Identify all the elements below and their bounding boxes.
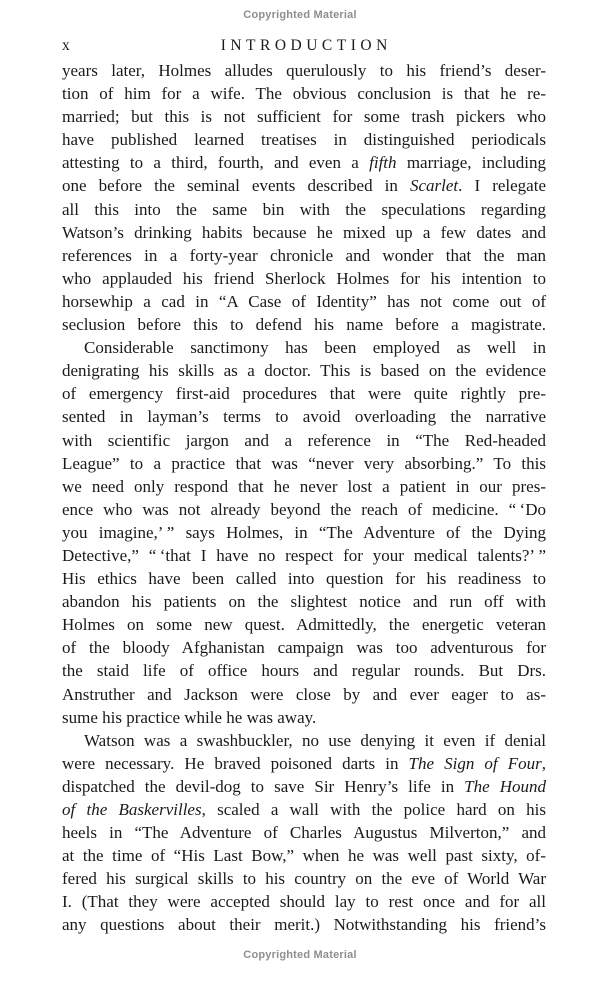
body-line: sented in layman’s terms to avoid overloading the narrative [62,407,546,427]
body-line: horsewhip a cad in “A Case of Identity” has not come out of [62,291,546,311]
body-line: were necessary. He braved poisoned darts in The Sign of Four, [62,753,546,773]
body-line: League” to a practice that was “never very absorbing.” To this [62,453,546,473]
body-line: one before the seminal events described in Scarlet. I relegate [62,176,546,196]
body-line: of the bloody Afghanistan campaign was too adventurous for [62,638,546,658]
body-line: you imagine,’ ” says Holmes, in “The Adventure of the Dying [62,522,546,542]
body-line: of the Baskervilles, scaled a wall with the police hard on his [62,800,546,819]
body-line: ence who was not already beyond the reach of medicine. “ ‘Do [62,499,546,519]
body-line: sume his practice while he was away. [62,707,317,727]
body-line: married; but this is not sufficient for some trash pickers who [62,107,546,127]
body-line: who applauded his friend Sherlock Holmes for his intention to [62,268,546,288]
body-line: seclusion before this to defend his name before a magistrate. [62,315,546,335]
italic-text: Scarlet [409,176,459,196]
body-line: the staid life of office hours and regular rounds. But Drs. [62,661,546,681]
body-line: denigrating his skills as a doctor. This is based on the evidence [62,361,546,381]
body-line: Holmes on some new quest. Admittedly, the energetic veteran [62,615,546,635]
body-line: tion of him for a wife. The obvious conclusion is that he re- [62,84,546,104]
copyright-notice-top: Copyrighted Material [243,9,357,21]
copyright-notice-bottom: Copyrighted Material [243,949,357,961]
body-line: all this into the same bin with the speculations regarding [62,199,546,219]
body-line: Detective,” “ ‘that I have no respect for your medical talents?’ ” [62,545,546,565]
italic-text: The Sign of Four [408,753,542,773]
body-line: Considerable sanctimony has been employed as well in [84,338,546,358]
body-line: I. (That they were accepted should lay to rest once and for all [62,892,546,912]
body-line: have published learned treatises in distinguished periodicals [62,130,546,150]
body-line: we need only respond that he never lost a patient in our pres- [62,476,546,496]
body-line: abandon his patients on the slightest notice and run off with [62,592,546,612]
body-line: years later, Holmes alludes querulously to his friend’s deser- [62,61,546,80]
body-line: His ethics have been called into question for his readiness to [62,569,546,589]
running-head [62,37,546,57]
page-number: x [62,37,70,54]
body-line: fered his surgical skills to his country on the eve of World War [62,869,546,889]
body-line: attesting to a third, fourth, and even a fifth marriage, including [62,153,547,173]
italic-text: of the Baskervilles [62,800,202,819]
body-line: Anstruther and Jackson were close by and ever eager to as- [62,684,546,704]
running-head-title: INTRODUCTION [220,37,392,54]
body-line: Watson’s drinking habits because he mixed up a few dates and [62,222,546,242]
body-line: of emergency first-aid procedures that were quite rightly pre- [62,384,546,404]
body-line: any questions about their merit.) Notwithstanding his friend’s [62,915,546,935]
body-line: references in a forty-year chronicle and wonder that the man [62,245,546,265]
italic-text: The Hound [464,776,546,796]
body-line: dispatched the devil-dog to save Sir Henry’s life in The Hound [62,776,546,796]
body-line: at the time of “His Last Bow,” when he was well past sixty, of- [62,846,546,866]
body-line: with scientific jargon and a reference in “The Red-headed [62,430,546,450]
body-text [62,59,546,937]
body-line: Watson was a swashbuckler, no use denying it even if denial [84,730,546,750]
italic-text: fifth [369,153,397,173]
body-line: heels in “The Adventure of Charles Augustus Milverton,” and [62,823,546,843]
